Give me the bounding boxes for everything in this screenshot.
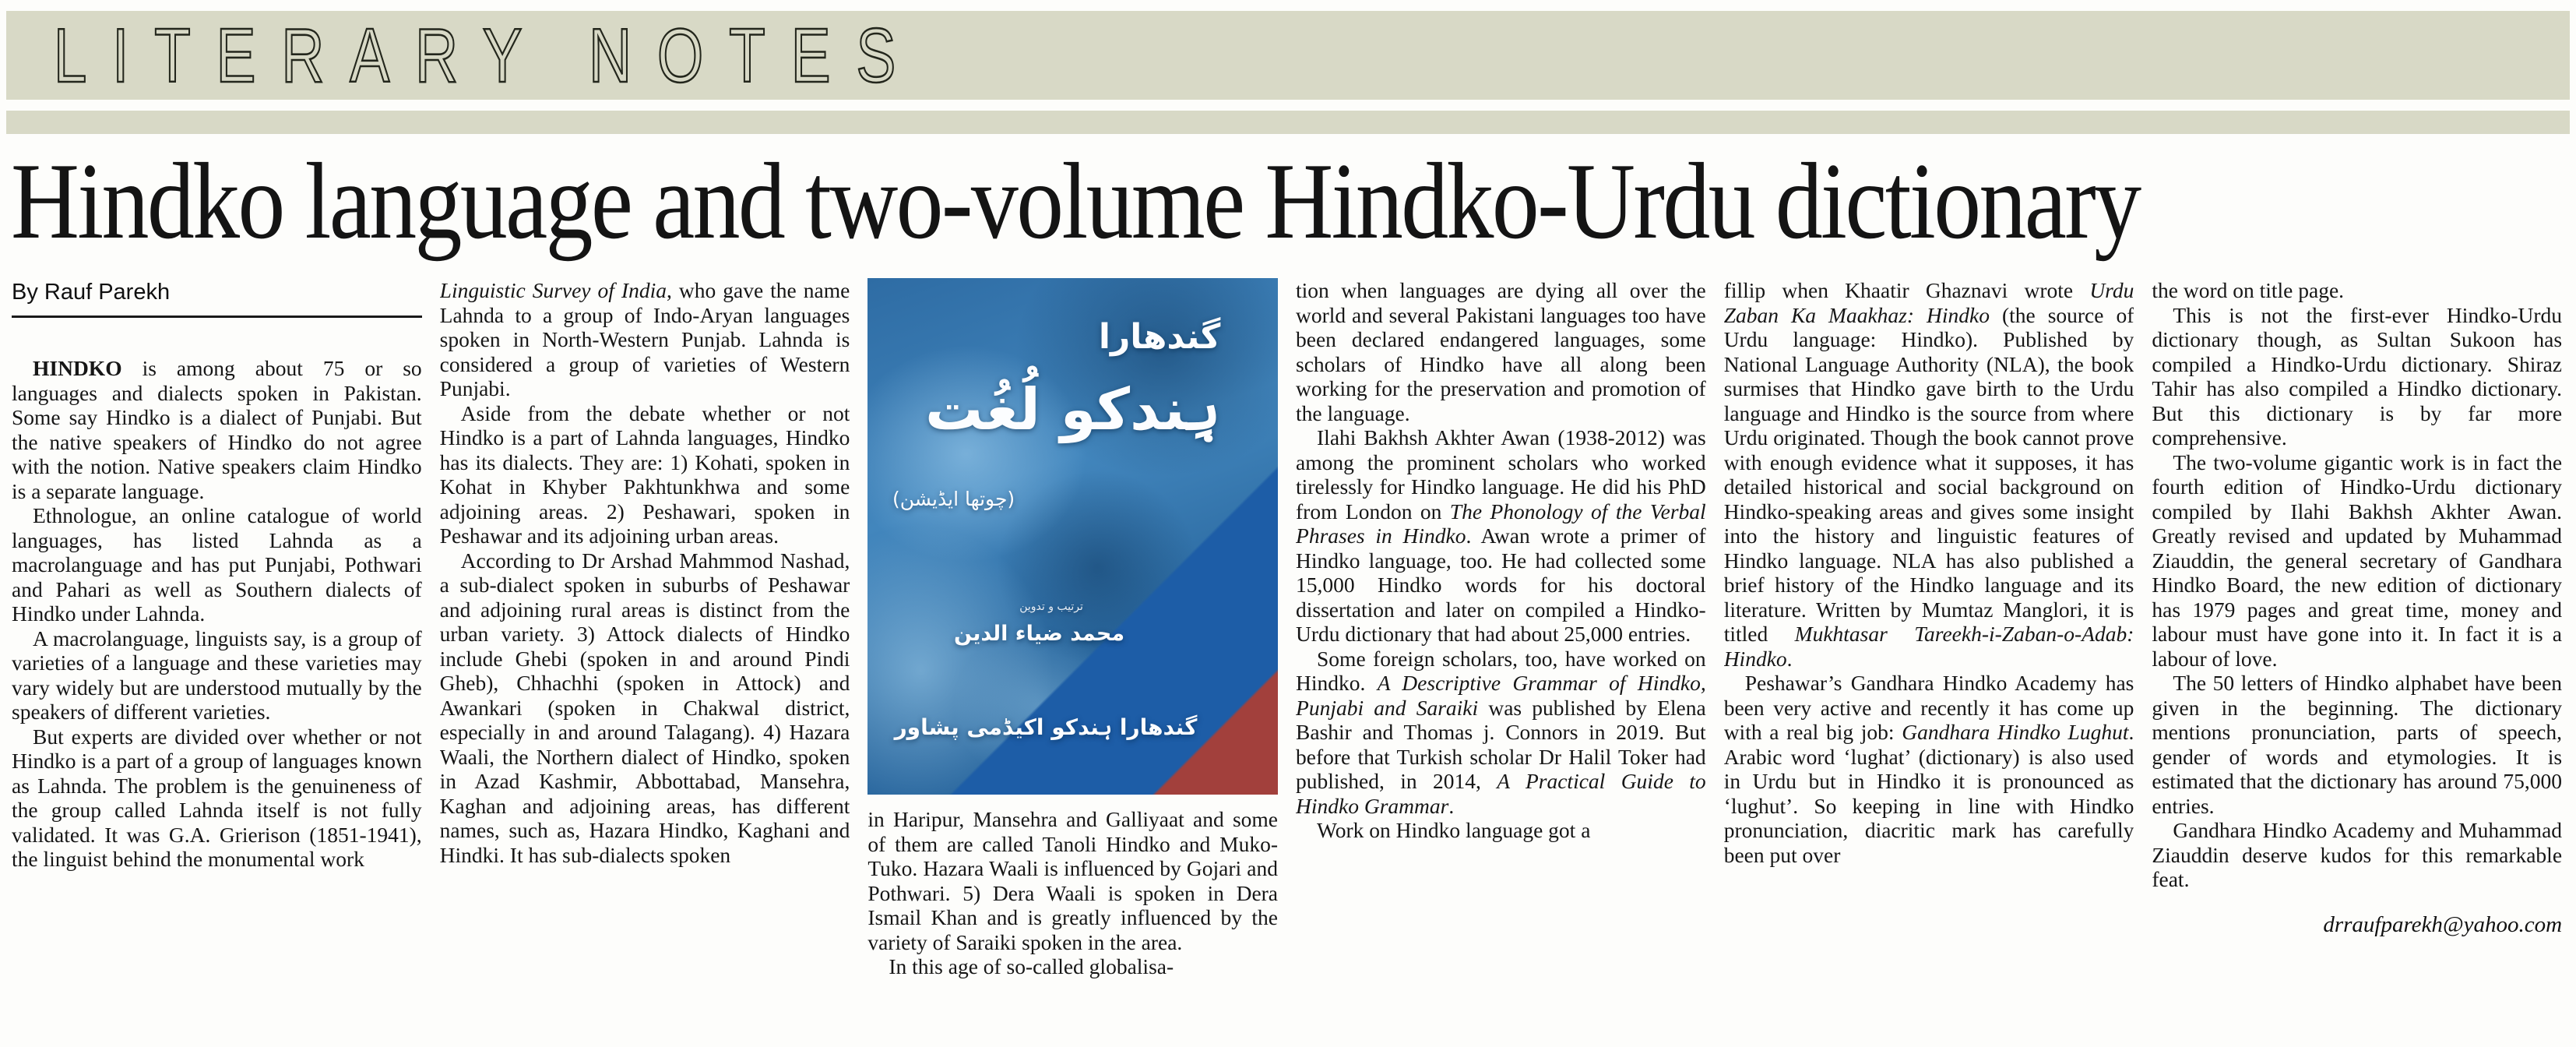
article-paragraph (1296, 818, 1706, 843)
paragraph-text: Ilahi Bakhsh Akhter Awan (1938-2012) was among the prominent scholars who worked tirelessly for Hindko language. He did his PhD from London on (1296, 425, 1706, 524)
column-2 (440, 278, 850, 1044)
cover-edition-note: (چوتھا ایڈیشن) (892, 487, 1015, 510)
book-title-text: A Descriptive Grammar of Hindko, Punjabi and Saraiki (1296, 671, 1706, 720)
paragraph-text: A macrolanguage, linguists say, is a group of varieties of a language and these varieties may vary widely but are understood mutually by the speakers of different varieties. (12, 626, 422, 724)
column-3 (867, 278, 1278, 1044)
article-paragraph (2152, 278, 2562, 303)
article-paragraph (12, 626, 422, 724)
column-1 (12, 278, 422, 1044)
paragraph-text: Some foreign scholars, too, have worked on Hindko. (1296, 646, 1706, 695)
article-paragraph (1296, 278, 1706, 425)
paragraph-text: . Arabic word ‘lughat’ (dictionary) is also used in Urdu but in Hindko it is pronounced as ‘lughut’. So keeping in line with Hindko pronunciation, diacritic mark has carefully been put over (1723, 720, 2134, 867)
paragraph-text: According to Dr Arshad Mahmmod Nashad, a sub-dialect spoken in suburbs of Peshawar and adjoining rural areas is distinct from the urban variety. 3) Attock dialects of Hindko include Ghebi (spoken in and around Pindi Gheb), Chhachhi (spoken in Attock) and Awankari (spoken in Chakwal district, especially in and around Talagang). 4) Hazara Waali, the Northern dialect of Hindko, spoken in Azad Kashmir, Abbottabad, Mansehra, Kaghan and adjoining areas, has different names, such as, Hazara Hindko, Kaghani and Hindki. It has sub-dialects spoken (439, 548, 850, 867)
article-paragraph (2152, 303, 2562, 450)
column-4 (1296, 278, 1706, 1044)
paragraph-text: Ethnologue, an online catalogue of world languages, has listed Lahnda as a macrolanguage and has put Punjabi, Pothwari and Pahari as well as Southern dialects of Hindko under Lahnda. (12, 503, 422, 626)
column-5-text (1724, 278, 2134, 867)
paragraph-text: fillip when Khaatir Ghaznavi wrote (1723, 278, 2090, 302)
column-6-text (2152, 278, 2562, 892)
paragraph-text: The 50 letters of Hindko alphabet have been given in the beginning. The dictionary mentions pronunciation, parts of speech, gender of words and etymologies. It is estimated that the dictionary has around 75,000 entries. (2152, 671, 2563, 818)
column-5 (1724, 278, 2134, 1044)
article-paragraph (440, 548, 850, 868)
article-paragraph (12, 503, 422, 626)
column-4-text (1296, 278, 1706, 843)
paragraph-text: HINDKO (33, 356, 122, 380)
paragraph-text: in Haripur, Mansehra and Galliyaat and some of them are called Tanoli Hindko and Muko-Tuko. Hazara Waali is influenced by Gojari and Pothwari. 5) Dera Waali is spoken in Dera Ismail Khan and is greatly influenced by the variety of Saraiki spoken in the area. (867, 807, 1279, 954)
article-paragraph (867, 954, 1278, 979)
cover-title-main: ہِندکو لُغُت (924, 375, 1221, 443)
decorative-band (6, 111, 2570, 134)
byline: By Rauf Parekh (12, 280, 171, 305)
paragraph-text: . Awan wrote a primer of Hindko language, too. He had collected some 15,000 Hindko words for his doctoral dissertation and later on compiled a Hindko-Urdu dictionary that had about 25,000 entries. (1296, 524, 1706, 646)
article-columns (12, 278, 2562, 1044)
book-title-text: Linguistic Survey of India (439, 278, 667, 302)
column-6 (2152, 278, 2562, 1044)
column-2-text (440, 278, 850, 867)
paragraph-text: Aside from the debate whether or not Hindko is a part of Lahnda languages, Hindko has its dialects. They are: 1) Kohati, spoken in Kohat in Khyber Pakhtunkhwa and some adjoining areas. 2) Peshawari, spoken in Peshawar and its adjoining urban areas. (439, 400, 850, 548)
article-paragraph (1724, 671, 2134, 867)
paragraph-text: . (1448, 793, 1455, 818)
paragraph-text: Work on Hindko language got a (1317, 818, 1591, 842)
paragraph-text: In this age of so-called globalisa- (889, 954, 1174, 978)
paragraph-text: But experts are divided over whether or not Hindko is a part of a group of languages known as Lahnda. The problem is the genuineness of the group called Lahnda itself is not fully validated. It was G.A. Grierison (1851-1941), the linguist behind the monumental work (12, 724, 422, 871)
article-paragraph (1296, 647, 1706, 819)
cover-author-name: محمد ضیاء الدین (953, 621, 1125, 646)
article-paragraph (1296, 425, 1706, 647)
paragraph-text: Gandhara Hindko Academy and Muhammad Ziauddin deserve kudos for this remarkable feat. (2152, 818, 2563, 891)
paragraph-text: This is not the first-ever Hindko-Urdu dictionary though, as Sultan Sukoon has compiled a Hindko-Urdu dictionary. Shiraz Tahir has also compiled a Hindko dictionary. But this dictionary is by far more comprehensive. (2152, 302, 2563, 449)
article-paragraph (1724, 278, 2134, 671)
column-1-text (12, 356, 422, 872)
article-paragraph (440, 401, 850, 548)
book-title-text: The Phonology of the Verbal Phrases in Hindko (1296, 499, 1706, 548)
paragraph-text: the word on title page. (2152, 278, 2345, 302)
paragraph-text: is among about 75 or so languages and dialects spoken in Pakistan. Some say Hindko is a dialect of Punjabi. But the native speakers of Hindko do not agree with the notion. Native speakers claim Hindko is a separate language. (12, 356, 422, 503)
article-paragraph (2152, 450, 2562, 672)
cover-compiler-note: ترتیب و تدوین (1019, 601, 1083, 614)
paragraph-text: was published by Elena Bashir and Thomas j. Connors in 2019. But before that Turkish scholar Dr Halil Toker had published, in 2014, (1296, 695, 1706, 793)
book-title-text: Mukhtasar Tareekh-i-Zaban-o-Adab: Hindko (1723, 622, 2134, 671)
book-title-text: Urdu Zaban Ka Maakhaz: Hindko (1723, 278, 2134, 327)
article-headline: Hindko language and two-volume Hindko-Urdu dictionary (11, 141, 2140, 262)
article-paragraph (2152, 671, 2562, 818)
book-title-text: A Practical Guide to Hindko Grammar (1296, 769, 1706, 818)
byline-rule (12, 316, 422, 318)
book-cover-image (867, 278, 1278, 795)
article-paragraph (2152, 818, 2562, 892)
section-title: LITERARY NOTES (53, 12, 922, 98)
author-email: drraufparekh@yahoo.com (2323, 911, 2563, 937)
paragraph-text: , who gave the name Lahnda to a group of Indo-Aryan languages spoken in North-Western Punjab. Lahnda is considered a group of varieties of Western Punjabi. (439, 278, 850, 400)
paragraph-text: (the source of Urdu language: Hindko). Published by National Language Authority (NLA), the book surmises that Hindko gave birth to the Urdu language and Hindko is the source from where Urdu originated. Though the book cannot prove with enough evidence what it supposes, it has detailed historical and social background on Hindko-speaking areas and gives some insight into the history and linguistic features of Hindko language. NLA has also published a brief history of the Hindko language and its literature. Written by Mumtaz Manglori, it is titled (1723, 302, 2134, 646)
article-paragraph (867, 807, 1278, 954)
article-paragraph (12, 356, 422, 503)
article-paragraph (12, 724, 422, 872)
book-title-text: Gandhara Hindko Lughut (1902, 720, 2129, 744)
section-band (6, 11, 2570, 100)
column-3-text (867, 807, 1278, 979)
cover-publisher-name: گندھارا ہندکو اکیڈمی پشاور (894, 714, 1198, 741)
paragraph-text: . (1786, 646, 1793, 671)
cover-title-top: گندھارا (1098, 316, 1221, 357)
paragraph-text: The two-volume gigantic work is in fact the fourth edition of Hindko-Urdu dictionary compiled by Ilahi Bakhsh Akhter Awan. Greatly revised and updated by Muhammad Ziauddin, the general secretary of Gandhara Hindko Board, the new edition of dictionary has 1979 pages and great time, money and labour must have gone into it. In fact it is a labour of love. (2152, 449, 2563, 671)
article-paragraph (440, 278, 850, 401)
paragraph-text: tion when languages are dying all over the world and several Pakistani languages too have been declared endangered languages, some scholars of Hindko have all along been working for the preservation and promotion of the language. (1296, 278, 1706, 425)
paragraph-text: Peshawar’s Gandhara Hindko Academy has been very active and recently it has come up with a real big job: (1723, 671, 2134, 744)
